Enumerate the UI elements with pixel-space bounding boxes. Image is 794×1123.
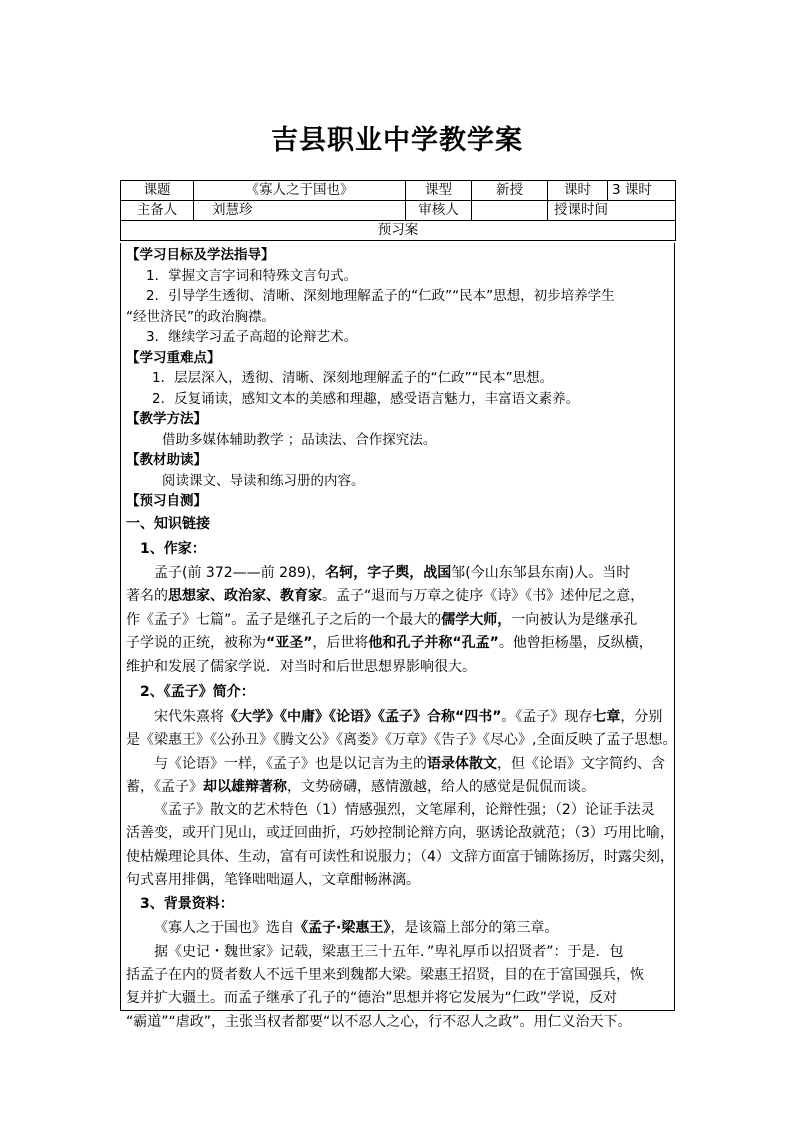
bg-line-5: “霸道”“虐政”，主张当权者都要“以不忍人之心，行不忍人之政”。用仁义治天下。 bbox=[126, 1013, 632, 1030]
knowledge-link-heading: 一、知识链接 bbox=[126, 515, 210, 532]
key-point-1: 1．层层深入，透彻、清晰、深刻地理解孟子的“仁政”“民本”思想。 bbox=[152, 370, 554, 386]
methods-text: 借助多媒体辅助教学 ；品读法、合作探究法。 bbox=[162, 431, 437, 448]
header-row-lesson bbox=[121, 181, 676, 201]
bg-line-2: 据《史记・魏世家》记载，梁惠王三十五年．”卑礼厚币以招贤者”：于是．包 bbox=[154, 943, 624, 960]
header-table bbox=[120, 180, 676, 241]
key-point-2: 2．反复诵读，感知文本的美感和理趣，感受语言魅力，丰富语文素养。 bbox=[152, 390, 580, 407]
periods-value: 3 课时 bbox=[608, 181, 676, 201]
art-line-4: 句式喜用排偶，笔锋咄咄逼人，文章酣畅淋漓。 bbox=[126, 872, 420, 889]
bg-line-4: 复并扩大疆土。而孟子继承了孔子的“德治”思想并将它发展为“仁政”学说，反对 bbox=[126, 990, 618, 1007]
lesson-title: 《寡人之于国也》 bbox=[194, 181, 406, 201]
intro-line-3: 与《论语》一样，《孟子》也是以记言为主的语录体散文，但《论语》文字简约、含 bbox=[154, 755, 665, 772]
preparer-label: 主备人 bbox=[121, 201, 194, 221]
author-line-2: 著名的思想家、政治家、教育家。孟子“退而与万章之徒序《诗》《书》述仲尼之意， bbox=[126, 588, 645, 604]
key-points-heading: 【学习重难点】 bbox=[126, 349, 221, 366]
background-heading: 3、背景资料： bbox=[140, 896, 234, 913]
periods-label: 课时 bbox=[548, 181, 608, 201]
author-line-1: 孟子(前 372——前 289)，名轲，字子舆，战国邹(今山东邹县东南)人。当时 bbox=[154, 564, 631, 581]
bg-line-3: 括孟子在内的贤者数人不远千里来到魏都大梁。梁惠王招贤，目的在于富国强兵，恢 bbox=[126, 966, 644, 983]
materials-heading: 【教材助读】 bbox=[126, 452, 207, 468]
lesson-type-label: 课型 bbox=[406, 181, 472, 201]
lesson-type-value: 新授 bbox=[472, 181, 548, 201]
author-line-3: 作《孟子》七篇”。孟子是继孔子之后的一个最大的儒学大师，一向被认为是继承孔 bbox=[126, 611, 638, 628]
objective-3: 3．继续学习孟子高超的论辩艺术。 bbox=[146, 329, 358, 345]
header-row-section bbox=[121, 221, 676, 241]
content-body bbox=[120, 243, 677, 1030]
preview-section-title: 预习案 bbox=[121, 221, 676, 241]
reviewer-label: 审核人 bbox=[406, 201, 472, 221]
methods-heading: 【教学方法】 bbox=[126, 411, 207, 427]
preparer-value: 刘慧珍 bbox=[194, 201, 406, 221]
art-line-3: 使枯燥理论具体、生动，富有可读性和说服力；（4）文辞方面富于铺陈扬厉，时露尖刻， bbox=[126, 848, 674, 865]
class-time-label: 授课时间 bbox=[548, 201, 676, 221]
intro-line-1: 宋代朱熹将《大学》《中庸》《论语》《孟子》合称“四书”。《孟子》现存七章，分别 bbox=[154, 709, 663, 725]
bg-line-1: 《寡人之于国也》选自《孟子·梁惠王》，是该篇上部分的第三章。 bbox=[154, 920, 559, 937]
author-heading: 1、作家： bbox=[140, 540, 206, 557]
self-test-heading: 【预习自测】 bbox=[126, 493, 207, 509]
materials-text: 阅读课文、导读和练习册的内容。 bbox=[162, 472, 365, 489]
author-line-4: 子学说的正统，被称为“亚圣”，后世将他和孔子并称“孔孟”。他曾拒杨墨，反纵横， bbox=[126, 635, 653, 651]
objectives-heading: 【学习目标及学法指导】 bbox=[126, 247, 275, 263]
art-line-2: 活善变，或开门见山，或迂回曲折，巧妙控制论辩方向，驱诱论敌就范；（3）巧用比喻， bbox=[126, 825, 674, 842]
lesson-label: 课题 bbox=[121, 181, 194, 201]
reviewer-value bbox=[472, 201, 548, 221]
page-title: 吉县职业中学教学案 bbox=[271, 125, 523, 156]
intro-line-4: 蓄，《孟子》却以雄辩著称，文势磅礴，感情激越，给人的感觉是侃侃而谈。 bbox=[126, 778, 595, 795]
art-line-1: 《孟子》散文的艺术特色（1）情感强烈，文笔犀利，论辩性强；（2）论证手法灵 bbox=[154, 802, 655, 819]
intro-line-2: 是《梁惠王》《公孙丑》《腾文公》《离娄》《万章》《告子》《尽心》,全面反映了孟子思想。 bbox=[126, 732, 677, 749]
objective-2a: 2．引导学生透彻、清晰、深刻地理解孟子的“仁政”“民本”思想，初步培养学生 bbox=[146, 288, 615, 304]
author-line-5: 维护和发展了儒家学说．对当时和后世思想界影响很大。 bbox=[126, 658, 476, 675]
mencius-intro-heading: 2、《孟子》简介： bbox=[140, 684, 255, 700]
header-row-staff bbox=[121, 201, 676, 221]
objective-1: 1．掌握文言字词和特殊文言句式。 bbox=[146, 267, 358, 284]
objective-2b: “经世济民”的政治胸襟。 bbox=[126, 308, 275, 325]
